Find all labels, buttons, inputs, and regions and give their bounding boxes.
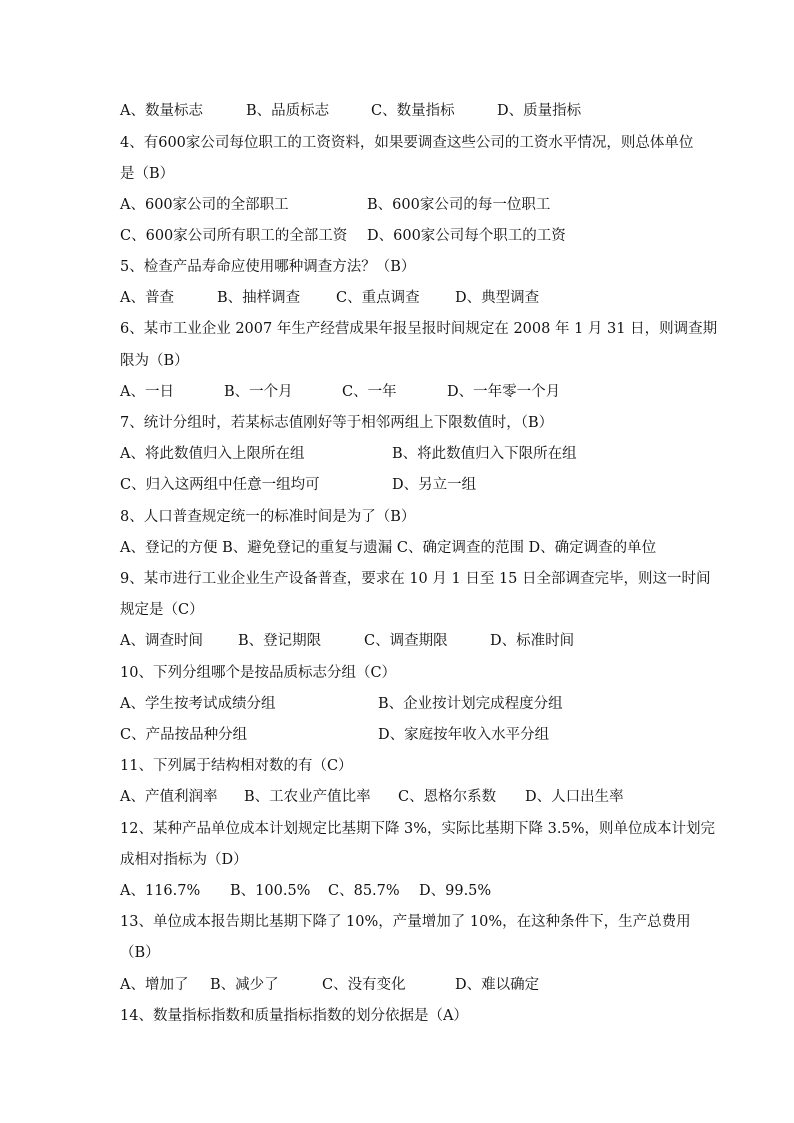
option-d: D、家庭按年收入水平分组 xyxy=(378,727,550,743)
option-a: A、学生按考试成绩分组 xyxy=(120,696,276,712)
option-c: C、600家公司所有职工的全部工资 xyxy=(120,228,348,244)
option-d: D、另立一组 xyxy=(392,477,477,493)
option-a: A、调查时间 xyxy=(120,633,203,649)
option-b: B、将此数值归入下限所在组 xyxy=(392,446,577,462)
option-c: C、数量指标 xyxy=(371,103,455,119)
question-10: 10、下列分组哪个是按品质标志分组（C） xyxy=(120,665,397,681)
option-a: A、增加了 xyxy=(120,977,189,993)
option-d: D、99.5% xyxy=(419,883,492,899)
option-c: C、归入这两组中任意一组均可 xyxy=(120,477,320,493)
option-d: D、典型调查 xyxy=(455,290,540,306)
option-b: B、减少了 xyxy=(210,977,279,993)
question-7: 7、统计分组时，若某标志值刚好等于相邻两组上下限数值时，（B） xyxy=(120,415,554,431)
question-12: 12、某种产品单位成本计划规定比基期下降 3%，实际比基期下降 3.5%，则单位成本计划完 xyxy=(120,821,716,837)
option-c: C、一年 xyxy=(342,384,397,400)
question-14: 14、数量指标指数和质量指标指数的划分依据是（A） xyxy=(120,1008,468,1024)
option-b: B、600家公司的每一位职工 xyxy=(367,197,551,213)
question-8: 8、人口普查规定统一的标准时间是为了（B） xyxy=(120,509,416,525)
question-8-options: A、登记的方便 B、避免登记的重复与遗漏 C、确定调查的范围 D、确定调查的单位 xyxy=(120,540,657,556)
option-d: D、人口出生率 xyxy=(525,789,624,805)
option-b: B、抽样调查 xyxy=(217,290,301,306)
option-a: A、产值利润率 xyxy=(120,789,218,805)
question-4-continuation: 是（B） xyxy=(120,166,175,182)
question-11: 11、下列属于结构相对数的有（C） xyxy=(120,758,353,774)
option-c: C、没有变化 xyxy=(322,977,406,993)
option-a: A、116.7% xyxy=(120,883,201,899)
question-6: 6、某市工业企业 2007 年生产经营成果年报呈报时间规定在 2008 年 1 月 31 日，则调查期 xyxy=(120,321,718,337)
question-5: 5、检查产品寿命应使用哪种调查方法？（B） xyxy=(120,259,416,275)
option-b: B、工农业产值比率 xyxy=(244,789,371,805)
option-b: B、100.5% xyxy=(230,883,311,899)
option-b: B、一个月 xyxy=(224,384,293,400)
option-d: D、难以确定 xyxy=(455,977,540,993)
option-c: C、85.7% xyxy=(328,883,400,899)
option-d: D、一年零一个月 xyxy=(447,384,561,400)
option-c: C、调查期限 xyxy=(364,633,448,649)
option-c: C、产品按品种分组 xyxy=(120,727,248,743)
option-b: B、品质标志 xyxy=(246,103,330,119)
option-a: A、600家公司的全部职工 xyxy=(120,197,289,213)
option-c: C、重点调查 xyxy=(336,290,420,306)
option-b: B、登记期限 xyxy=(238,633,322,649)
question-13: 13、单位成本报告期比基期下降了 10%，产量增加了 10%，在这种条件下，生产总费用 xyxy=(120,914,691,930)
option-a: A、一日 xyxy=(120,384,174,400)
option-a: A、普查 xyxy=(120,290,174,306)
option-b: B、企业按计划完成程度分组 xyxy=(378,696,563,712)
option-c: C、恩格尔系数 xyxy=(398,789,497,805)
question-4: 4、有600家公司每位职工的工资资料，如果要调查这些公司的工资水平情况，则总体单位 xyxy=(120,135,694,151)
question-12-continuation: 成相对指标为（D） xyxy=(120,852,248,868)
option-d: D、600家公司每个职工的工资 xyxy=(367,228,566,244)
question-13-continuation: （B） xyxy=(120,945,160,961)
question-6-continuation: 限为（B） xyxy=(120,353,189,369)
option-d: D、质量指标 xyxy=(497,103,582,119)
option-a: A、数量标志 xyxy=(120,103,203,119)
option-d: D、标准时间 xyxy=(490,633,575,649)
question-9: 9、某市进行工业企业生产设备普查，要求在 10 月 1 日至 15 日全部调查完毕，则这一时间 xyxy=(120,571,711,587)
question-9-continuation: 规定是（C） xyxy=(120,602,204,618)
option-a: A、将此数值归入上限所在组 xyxy=(120,446,305,462)
